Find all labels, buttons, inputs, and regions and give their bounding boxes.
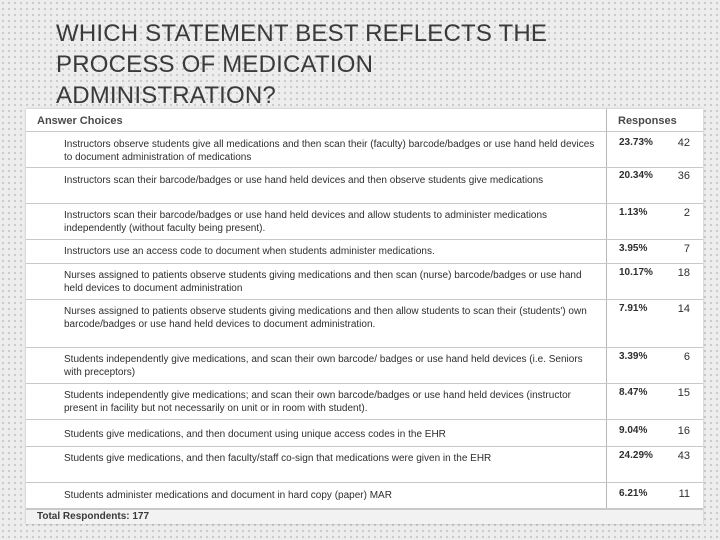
- table-row: [26, 348, 703, 384]
- response-percent: 10.17%: [619, 267, 653, 278]
- response-count: 15: [677, 387, 690, 399]
- response-count: 14: [677, 303, 690, 315]
- response-count: 43: [677, 450, 690, 462]
- table-footer: [26, 509, 703, 524]
- table-row: [26, 483, 703, 509]
- table-row: [26, 300, 703, 348]
- response-count: 6: [683, 351, 690, 363]
- response-percent: 6.21%: [619, 488, 648, 499]
- answer-choice-text: Students administer medications and document in hard copy (paper) MAR: [64, 490, 392, 501]
- table-row: [26, 420, 703, 447]
- answer-choice-text: Students give medications, and then faculty/staff co-sign that medications were given in the EHR: [64, 453, 492, 464]
- table-row: [26, 132, 703, 168]
- answer-choices-header: Answer Choices: [37, 115, 123, 127]
- answer-choice-text: Students independently give medications, and scan their own barcode/ badges or use hand held devices (i.e. Seniors with preceptors): [64, 354, 583, 378]
- table-header: [26, 109, 703, 132]
- response-percent: 7.91%: [619, 303, 648, 314]
- response-count: 7: [683, 243, 690, 255]
- answer-choice-text: Students give medications, and then document using unique access codes in the EHR: [64, 429, 446, 440]
- answer-choice-text: Instructors scan their barcode/badges or use hand held devices and allow students to administer medications independently (without faculty being present).: [64, 210, 548, 234]
- response-percent: 24.29%: [619, 450, 653, 461]
- slide-title: WHICH STATEMENT BEST REFLECTS THE PROCESS OF MEDICATION ADMINISTRATION?: [56, 20, 548, 109]
- answer-choice-text: Nurses assigned to patients observe students giving medications and then allow students to scan their (students') own barcode/badges or use hand held devices to document administration.: [64, 306, 587, 330]
- answer-choice-text: Instructors scan their barcode/badges or use hand held devices and then observe students give medications: [64, 175, 544, 186]
- response-percent: 23.73%: [619, 137, 653, 148]
- response-percent: 20.34%: [619, 170, 653, 181]
- table-row: [26, 447, 703, 483]
- response-count: 36: [677, 170, 690, 182]
- table-row: [26, 264, 703, 300]
- response-count: 16: [677, 425, 690, 437]
- table-row: [26, 384, 703, 420]
- answer-choice-text: Instructors observe students give all medications and then scan their (faculty) barcode/badges or use hand held devices to document administration of medications: [64, 139, 595, 163]
- response-percent: 3.95%: [619, 243, 648, 254]
- answer-choice-text: Students independently give medications; and scan their own barcode/badges or use hand held devices (instructor present in facility but not necessarily on unit or in room with student).: [64, 390, 571, 414]
- response-count: 2: [683, 207, 690, 219]
- response-percent: 8.47%: [619, 387, 648, 398]
- table-row: [26, 168, 703, 204]
- response-percent: 1.13%: [619, 207, 648, 218]
- response-percent: 3.39%: [619, 351, 648, 362]
- response-count: 18: [677, 267, 690, 279]
- response-count: 11: [678, 488, 690, 500]
- answer-choice-text: Nurses assigned to patients observe students giving medications and then scan (nurse) barcode/badges or use hand held devices to document administration: [64, 270, 582, 294]
- response-percent: 9.04%: [619, 425, 648, 436]
- survey-results-table: [26, 109, 703, 524]
- table-row: [26, 204, 703, 240]
- answer-choice-text: Instructors use an access code to document when students administer medications.: [64, 246, 435, 257]
- table-row: [26, 240, 703, 264]
- total-respondents: Total Respondents: 177: [37, 511, 150, 522]
- response-count: 42: [677, 137, 690, 149]
- responses-header: Responses: [618, 115, 677, 127]
